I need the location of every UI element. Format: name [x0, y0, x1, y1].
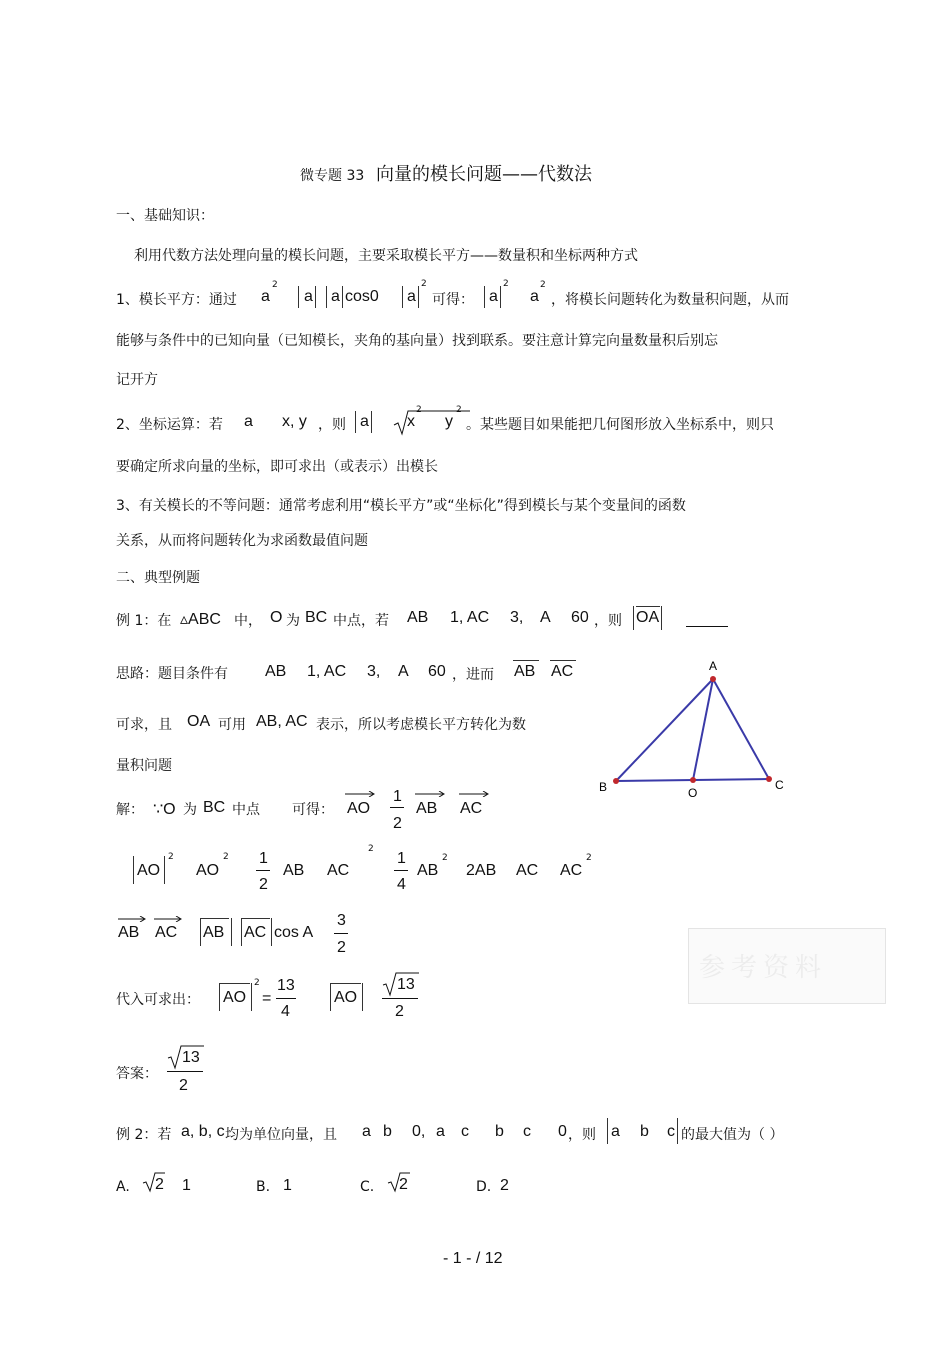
sol-kede: 可得： — [292, 802, 334, 818]
sol-lead: 解： — [116, 802, 144, 818]
sub-ao: AO — [223, 989, 247, 1006]
answer-lead: 答案： — [116, 1066, 158, 1082]
ex2-zero1: 0, — [412, 1123, 426, 1140]
p1-a2: a — [304, 288, 313, 305]
idea-oa: OA — [187, 713, 211, 730]
intro-text: 利用代数方法处理向量的模长问题，主要采取模长平方——数量积和坐标两种方式 — [134, 248, 638, 264]
p3-line1: 3、有关模长的不等问题：通常考虑利用“模长平方”或“坐标化”得到模长与某个变量间的函数 — [116, 498, 686, 514]
sol2-one2: 1 — [397, 850, 406, 867]
p2-a2: a — [360, 413, 369, 430]
ex1-ab: AB — [407, 609, 429, 626]
answer-blank — [686, 612, 728, 627]
ex1-o: O — [270, 609, 283, 626]
sol-bc: BC — [203, 799, 226, 816]
ex2-a2: a — [436, 1123, 445, 1140]
vector-arrow-icon — [154, 916, 182, 922]
ex2-lead: 例 2：若 — [116, 1127, 172, 1143]
sol2-ab2: AB — [417, 862, 439, 879]
sol3-ac2: AC — [244, 924, 267, 941]
ex2-unit: 均为单位向量，且 — [225, 1127, 337, 1143]
sol-ao: AO — [347, 800, 371, 817]
sol-ac: AC — [460, 800, 483, 817]
idea-lead: 思路：题目条件有 — [116, 666, 228, 682]
ex2-a1: a — [362, 1123, 371, 1140]
idea-ab2: AB — [514, 663, 536, 680]
sol2-sq5: 2 — [586, 853, 592, 863]
idea-line3: 量积问题 — [116, 758, 172, 774]
idea-jin: ，进而 — [452, 667, 494, 683]
sol3-three: 3 — [337, 912, 346, 929]
p2-a: a — [244, 413, 253, 430]
p1-a1: a — [261, 288, 270, 305]
p1-sq2: 2 — [421, 279, 427, 289]
option-a-label: A. — [116, 1179, 130, 1195]
sol3-ab2: AB — [203, 924, 225, 941]
sol2-ac3: AC — [560, 862, 583, 879]
sol2-four: 4 — [397, 876, 406, 893]
ex2-abc: a, b, c — [181, 1123, 225, 1140]
p3-line2: 关系，从而将问题转化为求函数最值问题 — [116, 533, 368, 549]
p2-y-sq: 2 — [456, 405, 462, 415]
watermark-box — [688, 928, 886, 1004]
idea-line2a: 可求，且 — [116, 717, 172, 733]
ex2-a3: a — [611, 1123, 620, 1140]
title-prefix: 微专题 33 — [300, 168, 365, 184]
ex1-a: A — [540, 609, 551, 626]
option-b-label: B. — [256, 1179, 271, 1195]
sol2-sq4: 2 — [442, 853, 448, 863]
vector-arrow-icon — [459, 791, 489, 797]
option-c-value: 2 — [399, 1176, 408, 1193]
sol-two: 2 — [393, 815, 402, 832]
p1-a4: a — [407, 288, 416, 305]
idea-ac2: AC — [551, 663, 574, 680]
p1-line2: 能够与条件中的已知向量（已知模长，夹角的基向量）找到联系。要注意计算完向量数量积后别忘 — [116, 333, 718, 349]
ex1-wei: 为 — [286, 613, 300, 629]
ex1-midpt: 中点，若 — [333, 613, 389, 629]
p1-mid: 可得： — [432, 292, 474, 308]
p2-comma: ，则 — [318, 417, 346, 433]
idea-three: 3, — [367, 663, 381, 680]
sol3-cosA: cos A — [274, 924, 314, 941]
page-title — [300, 160, 592, 186]
sol3-two: 2 — [337, 939, 346, 956]
sub-2: 2 — [395, 1003, 404, 1020]
sub-13: 13 — [277, 977, 295, 994]
ex2-c2: c — [523, 1123, 531, 1140]
ex1-sixty: 60 — [571, 609, 589, 626]
sol-wei: 为 — [183, 802, 197, 818]
p1-a6: a — [530, 288, 539, 305]
idea-line2b: 表示，所以考虑模长平方转化为数 — [316, 717, 526, 733]
triangle-diagram — [595, 655, 795, 800]
sol2-ao: AO — [137, 862, 161, 879]
p1-lead: 1、模长平方：通过 — [116, 292, 237, 308]
ex1-zhong: 中， — [234, 613, 262, 629]
p2-line2: 要确定所求向量的坐标，即可求出（或表示）出模长 — [116, 459, 438, 475]
option-d-label: D. — [476, 1179, 492, 1195]
sol-because: ∵O — [153, 801, 176, 818]
label-c: C — [775, 778, 784, 792]
sol2-ao2: AO — [196, 862, 220, 879]
p2-lead: 2、坐标运算：若 — [116, 417, 223, 433]
sub-sq: 2 — [254, 978, 260, 988]
ex2-b1: b — [383, 1123, 392, 1140]
answer-num: 13 — [182, 1049, 200, 1066]
option-b-value: 1 — [283, 1177, 292, 1194]
p2-xy: x, y — [282, 413, 307, 430]
ex2-ze: ，则 — [568, 1127, 596, 1143]
p1-tail: ，将模长问题转化为数量积问题，从而 — [551, 292, 789, 308]
answer-den: 2 — [179, 1077, 188, 1094]
sub-sqrt13: 13 — [397, 976, 415, 993]
p2-x: x — [407, 413, 415, 430]
ex1-oa: OA — [636, 609, 660, 626]
ex1-cond: 1, AC — [450, 609, 490, 626]
section-examples: 二、典型例题 — [116, 570, 200, 586]
option-a-value: 2 — [155, 1176, 164, 1193]
section-basic: 一、基础知识： — [116, 208, 214, 224]
p1-sq3: 2 — [503, 279, 509, 289]
sol2-ab: AB — [283, 862, 305, 879]
sub-4: 4 — [281, 1003, 290, 1020]
option-d-value: 2 — [500, 1177, 509, 1194]
sol-mid: 中点 — [232, 802, 260, 818]
watermark-text: 参考资料 — [699, 953, 828, 983]
ex2-tail: 的最大值为（ ） — [681, 1127, 784, 1143]
sol-ab: AB — [416, 800, 438, 817]
ex2-c3: c — [667, 1123, 675, 1140]
idea-ab: AB — [265, 663, 287, 680]
sol2-twoab: 2AB — [466, 862, 497, 879]
sub-lead: 代入可求出： — [116, 992, 200, 1008]
ex1-tri: ▵ABC — [180, 611, 221, 628]
option-c-label: C. — [360, 1179, 375, 1195]
vector-arrow-icon — [345, 791, 375, 797]
label-a: A — [709, 659, 718, 673]
sol2-two: 2 — [259, 876, 268, 893]
p2-tail: 。某些题目如果能把几何图形放入坐标系中，则只 — [466, 417, 774, 433]
p1-sq1: 2 — [272, 280, 278, 290]
idea-sixty: 60 — [428, 663, 446, 680]
p1-a3: a — [331, 288, 340, 305]
sol2-sq3: 2 — [368, 844, 374, 854]
idea-a: A — [398, 663, 409, 680]
ex2-b2: b — [495, 1123, 504, 1140]
p1-a5: a — [489, 288, 498, 305]
idea-keyong: 可用 — [218, 717, 246, 733]
title-main: 向量的模长问题——代数法 — [376, 164, 592, 185]
idea-abac: AB, AC — [256, 713, 308, 730]
p1-cos0: cos0 — [345, 288, 379, 305]
sub-eq: = — [262, 990, 272, 1007]
sol3-ab: AB — [118, 924, 140, 941]
ex2-c1: c — [461, 1123, 469, 1140]
ex1-ze: ，则 — [594, 613, 622, 629]
sub-ao2: AO — [334, 989, 358, 1006]
sol-one: 1 — [393, 788, 402, 805]
vector-arrow-icon — [118, 916, 146, 922]
sol3-ac: AC — [155, 924, 178, 941]
page-number: - 1 - / 12 — [443, 1250, 503, 1267]
p2-y: y — [445, 413, 453, 430]
p1-sq4: 2 — [540, 280, 546, 290]
idea-cond: 1, AC — [307, 663, 347, 680]
sol2-ac: AC — [327, 862, 350, 879]
ex1-bc: BC — [305, 609, 328, 626]
ex2-b3: b — [640, 1123, 649, 1140]
label-o: O — [688, 786, 698, 800]
sol2-sq1: 2 — [168, 852, 174, 862]
sol2-sq2: 2 — [223, 852, 229, 862]
vector-arrow-icon — [415, 791, 445, 797]
label-b: B — [599, 780, 608, 794]
option-a-tail: 1 — [182, 1177, 191, 1194]
sol2-one: 1 — [259, 850, 268, 867]
ex1-three: 3, — [510, 609, 524, 626]
ex2-zero2: 0 — [558, 1123, 567, 1140]
p1-line3: 记开方 — [116, 372, 158, 388]
ex1-lead: 例 1：在 — [116, 613, 172, 629]
sol2-ac2: AC — [516, 862, 539, 879]
p2-x-sq: 2 — [416, 405, 422, 415]
